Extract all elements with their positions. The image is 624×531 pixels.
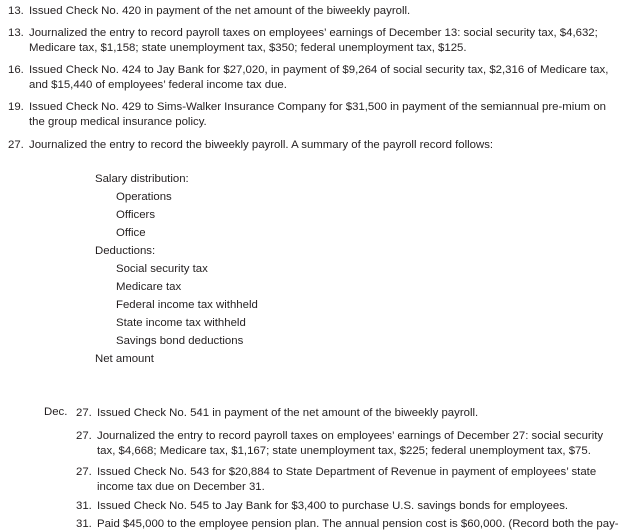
entry-day: 31. [76,518,92,530]
month-label: Dec. [44,406,68,418]
entry-day: 31. [76,500,92,512]
entry-dec-31b [76,517,622,531]
office-label: Office [116,227,146,239]
state-withheld-label: State income tax withheld [116,317,246,329]
entry-dec-27a [76,406,622,422]
entry-day: 27. [76,430,92,442]
entry-text: Issued Check No. 420 in payment of the net amount of the biweekly payroll. [29,5,411,17]
entry-19 [8,100,620,130]
entry-day: 27. [8,139,24,151]
entry-text: Issued Check No. 429 to Sims-Walker Insurance Company for $31,500 in payment of the semiannual pre-mium on the group medical insurance policy. [29,101,606,128]
entry-13a [8,4,620,20]
entry-text: Journalized the entry to record payroll taxes on employees’ earnings of December 27: social security tax, $4,668; Medicare tax, $1,167; state unemployment tax, $225; federal unemployment tax, $75. [97,430,604,457]
entry-dec-31a [76,499,622,515]
entry-day: 27. [76,407,92,419]
entry-dec-27c [76,465,622,495]
entry-day: 13. [8,27,24,39]
social-security-label: Social security tax [116,263,208,275]
entry-text: Issued Check No. 424 to Jay Bank for $27,020, in payment of $9,264 of social security tax, $2,316 of Medicare tax, and $15,440 of employees’ federal income tax due. [29,64,609,91]
operations-label: Operations [116,191,172,203]
entry-day: 16. [8,64,24,76]
medicare-label: Medicare tax [116,281,182,293]
entry-27 [8,138,620,154]
entry-day: 19. [8,101,24,113]
entry-16 [8,63,620,93]
entry-dec-27b [76,429,622,459]
officers-label: Officers [116,209,156,221]
deductions-label: Deductions: [95,245,156,257]
entry-13b [8,26,620,56]
entry-text: Journalized the entry to record the biweekly payroll. A summary of the payroll record follows: [29,139,494,151]
entry-text: Issued Check No. 541 in payment of the net amount of the biweekly payroll. [97,407,479,419]
entry-text: Journalized the entry to record payroll taxes on employees’ earnings of December 13: social security tax, $4,632; Medicare tax, $1,158; state unemployment tax, $350; federal unemployment tax, $125. [29,27,598,54]
entry-day: 13. [8,5,24,17]
net-amount-label: Net amount [95,353,154,365]
savings-bond-label: Savings bond deductions [116,335,244,347]
entry-text: Issued Check No. 543 for $20,884 to State Department of Revenue in payment of employees’ state income tax due on December 31. [97,466,597,493]
entry-day: 27. [76,466,92,478]
entry-text: Issued Check No. 545 to Jay Bank for $3,400 to purchase U.S. savings bonds for employees. [97,500,569,512]
federal-withheld-label: Federal income tax withheld [116,299,258,311]
salary-distribution-label: Salary distribution: [95,173,189,185]
entry-text: Paid $45,000 to the employee pension plan. The annual pension cost is $60,000. (Record both the pay- [97,518,619,530]
